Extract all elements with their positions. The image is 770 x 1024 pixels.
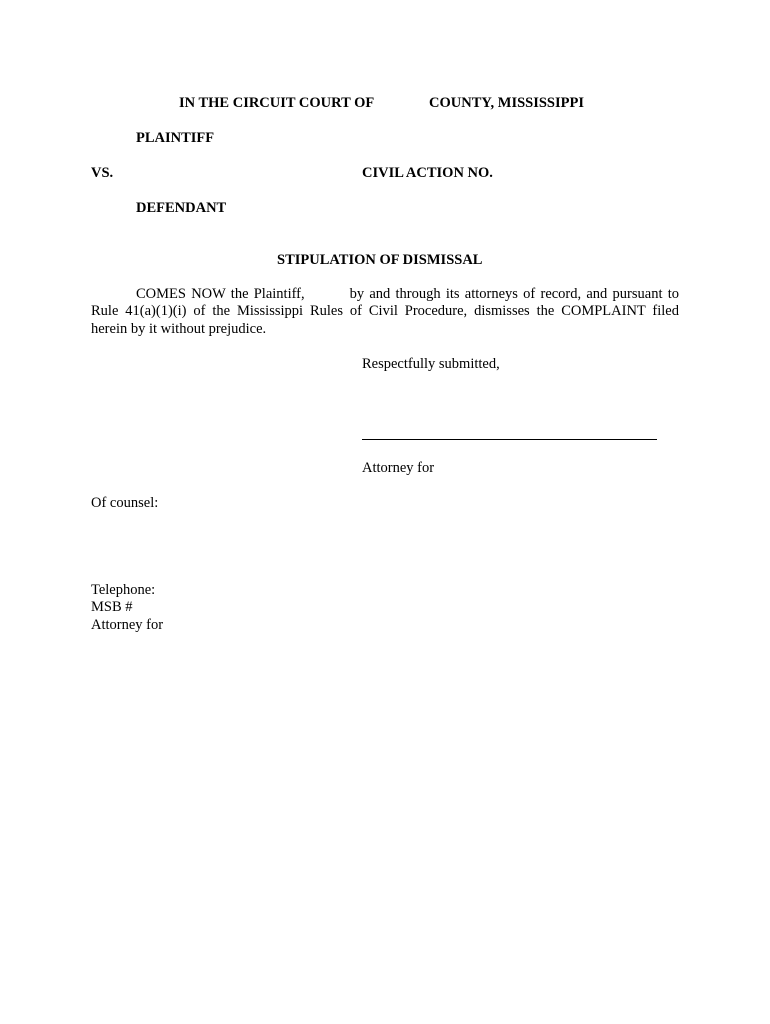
msb-label: MSB # [91,599,133,615]
document-title: STIPULATION OF DISMISSAL [277,252,483,268]
court-heading-right: COUNTY, MISSISSIPPI [429,95,584,111]
telephone-label: Telephone: [91,582,156,598]
signature-attorney-for: Attorney for [362,460,435,476]
body-text-part2: by and through its attorneys of record, and pursuant to Rule 41(a)(1)(i) of the Mississippi Rules of Civil Procedure, dismisses the COMPLAINT filed herein by it without prejudice. [91,286,679,337]
closing-text: Respectfully submitted, [362,356,500,372]
versus-label: VS. [91,165,114,181]
of-counsel-label: Of counsel: [91,495,159,511]
counsel-attorney-for: Attorney for [91,617,164,633]
defendant-label: DEFENDANT [136,200,227,216]
court-heading-left: IN THE CIRCUIT COURT OF [179,95,375,111]
body-text-part1: COMES NOW the Plaintiff, [136,286,305,302]
body-paragraph [91,286,679,338]
civil-action-label: CIVIL ACTION NO. [362,165,493,181]
signature-line [362,439,657,440]
plaintiff-label: PLAINTIFF [136,130,215,146]
